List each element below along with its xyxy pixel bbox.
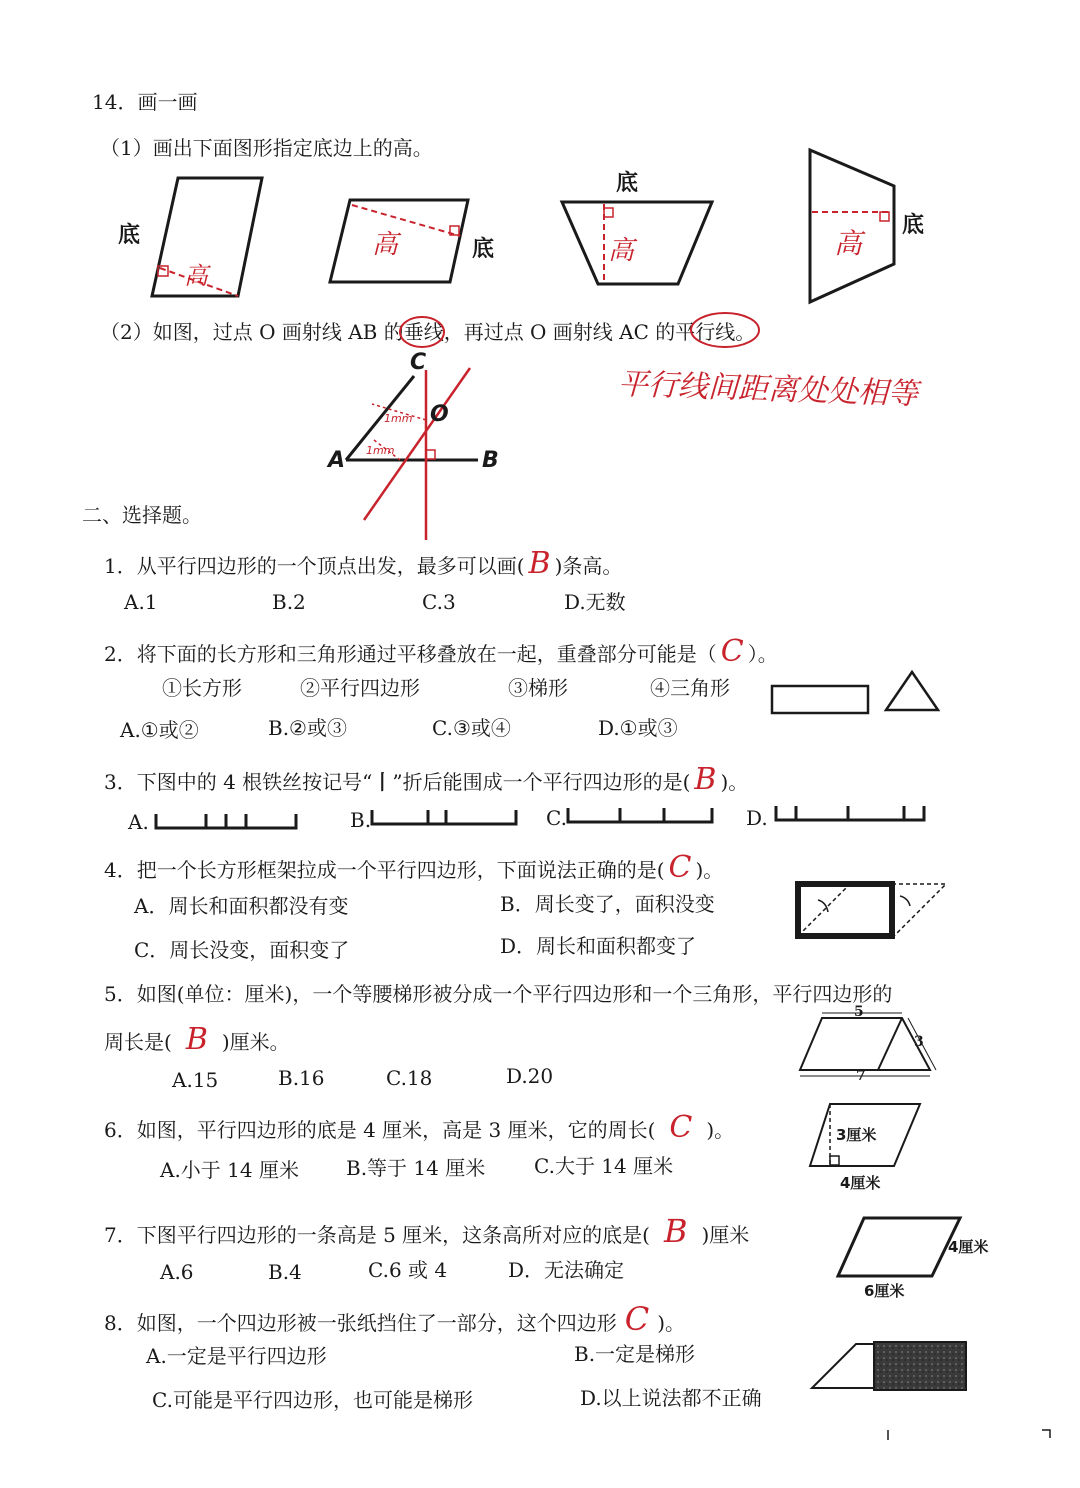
- height-label-4: 高: [834, 227, 863, 260]
- point-o-label: O: [430, 402, 449, 427]
- q8-text-after: )。: [657, 1311, 686, 1335]
- q1-text-before: 1．从平行四边形的一个顶点出发，最多可以画(: [104, 554, 525, 578]
- q2-item-3: ③梯形: [508, 676, 568, 700]
- q1-text-after: )条高。: [554, 554, 623, 578]
- height-label-2: 高: [372, 230, 399, 260]
- q5-text-after: )厘米。: [221, 1030, 290, 1054]
- q1-option-c: C.3: [422, 590, 456, 614]
- section14-title: 14．画一画: [92, 90, 198, 114]
- q8-answer: C: [624, 1300, 650, 1338]
- q5-option-d: D.20: [506, 1064, 554, 1088]
- height-label-1: 高: [184, 262, 208, 290]
- q6-text-after: )。: [706, 1118, 735, 1142]
- q4-option-c: C．周长没变，面积变了: [134, 938, 350, 962]
- q5-answer: B: [185, 1022, 208, 1057]
- q5-stem-line1: 5．如图(单位：厘米)，一个等腰梯形被分成一个平行四边形和一个三角形，平行四边形的: [104, 982, 893, 1006]
- q2-option-d: D.①或③: [598, 716, 678, 740]
- q3-text-mid: ”折后能围成一个平行四边形的是(: [392, 770, 691, 794]
- q6-option-b: B.等于 14 厘米: [346, 1156, 486, 1180]
- q3-text-before: 3．下图中的 4 根铁丝按记号“: [104, 770, 373, 794]
- q7-fig-side: 4厘米: [948, 1238, 989, 1256]
- q1-option-b: B.2: [272, 590, 306, 614]
- section2-title: 二、选择题。: [82, 503, 202, 527]
- q1-option-a: A.1: [124, 590, 158, 614]
- q8-option-b: B.一定是梯形: [574, 1342, 696, 1366]
- q2-option-a: A.①或②: [120, 718, 199, 742]
- q4-option-b: B．周长变了，面积没变: [500, 892, 715, 916]
- q4-text-before: 4．把一个长方形框架拉成一个平行四边形，下面说法正确的是(: [104, 858, 665, 882]
- q7-text-before: 7．下图平行四边形的一条高是 5 厘米，这条高所对应的底是(: [104, 1223, 650, 1247]
- q7-option-a: A.6: [160, 1260, 194, 1284]
- height-label-3: 高: [608, 236, 635, 266]
- q5-fig-bottom: 7: [856, 1068, 866, 1084]
- q6-fig-height: 3厘米: [836, 1126, 877, 1144]
- q8-text-before: 8．如图，一个四边形被一张纸挡住了一部分，这个四边形: [104, 1311, 617, 1335]
- q6-answer: C: [669, 1110, 693, 1145]
- q3-text-after: )。: [720, 770, 749, 794]
- q1-answer: B: [528, 546, 551, 581]
- q5-option-c: C.18: [386, 1066, 433, 1090]
- base-label-4: 底: [902, 213, 925, 238]
- q5-fig-top: 5: [854, 1004, 864, 1020]
- q3-option-b: B.: [350, 808, 372, 832]
- base-label-1: 底: [118, 223, 141, 248]
- q7-answer: B: [663, 1212, 688, 1250]
- q3-mark: 丨: [372, 770, 393, 794]
- q5-text-before: 周长是(: [104, 1030, 172, 1054]
- q4-answer: C: [668, 850, 692, 885]
- point-a-label: A: [328, 448, 346, 473]
- q2-item-4: ④三角形: [650, 676, 730, 700]
- point-b-label: B: [482, 448, 499, 473]
- q6-fig-base: 4厘米: [840, 1174, 881, 1192]
- mm-label-2: 1mm: [366, 444, 395, 457]
- q8-option-c: C.可能是平行四边形，也可能是梯形: [152, 1388, 473, 1412]
- q3-option-a: A.: [128, 810, 149, 834]
- q3-option-c: C.: [546, 806, 567, 830]
- q2-option-b: B.②或③: [268, 716, 347, 740]
- section14-part1: （1）画出下面图形指定底边上的高。: [100, 136, 433, 160]
- q7-option-c: C.6 或 4: [368, 1258, 448, 1282]
- base-label-2: 底: [472, 237, 495, 262]
- q3-option-d: D.: [746, 806, 768, 830]
- q8-option-a: A.一定是平行四边形: [146, 1344, 327, 1368]
- q4-text-after: )。: [695, 858, 724, 882]
- point-c-label: C: [410, 350, 427, 375]
- q4-option-d: D．周长和面积都变了: [500, 934, 697, 958]
- q5-option-b: B.16: [278, 1066, 325, 1090]
- q1-option-d: D.无数: [564, 590, 626, 614]
- q2-text-after: ）。: [747, 642, 778, 666]
- mm-label-1: 1mm: [384, 412, 413, 425]
- q2-option-c: C.③或④: [432, 716, 511, 740]
- q7-text-after: )厘米: [701, 1223, 750, 1247]
- q3-answer: B: [694, 762, 717, 797]
- q7-fig-base: 6厘米: [864, 1282, 905, 1300]
- q2-answer: C: [720, 634, 744, 669]
- q6-text-before: 6．如图，平行四边形的底是 4 厘米，高是 3 厘米，它的周长(: [104, 1118, 656, 1142]
- q6-option-a: A.小于 14 厘米: [160, 1158, 299, 1182]
- q2-item-2: ②平行四边形: [300, 676, 420, 700]
- q2-item-1: ①长方形: [162, 676, 242, 700]
- q5-option-a: A.15: [172, 1068, 219, 1092]
- q4-option-a: A．周长和面积都没有变: [134, 894, 349, 918]
- parallel-note: 平行线间距离处处相等: [617, 366, 919, 413]
- q2-text-before: 2．将下面的长方形和三角形通过平移叠放在一起，重叠部分可能是（: [104, 642, 717, 666]
- q7-option-b: B.4: [268, 1260, 302, 1284]
- base-label-3: 底: [616, 171, 639, 196]
- q6-option-c: C.大于 14 厘米: [534, 1154, 674, 1178]
- q5-fig-side: 3: [914, 1034, 924, 1050]
- section14-part2: （2）如图，过点 O 画射线 AB 的垂线，再过点 O 画射线 AC 的平行线。: [100, 320, 756, 344]
- q7-option-d: D．无法确定: [508, 1258, 625, 1282]
- q8-option-d: D.以上说法都不正确: [580, 1386, 762, 1410]
